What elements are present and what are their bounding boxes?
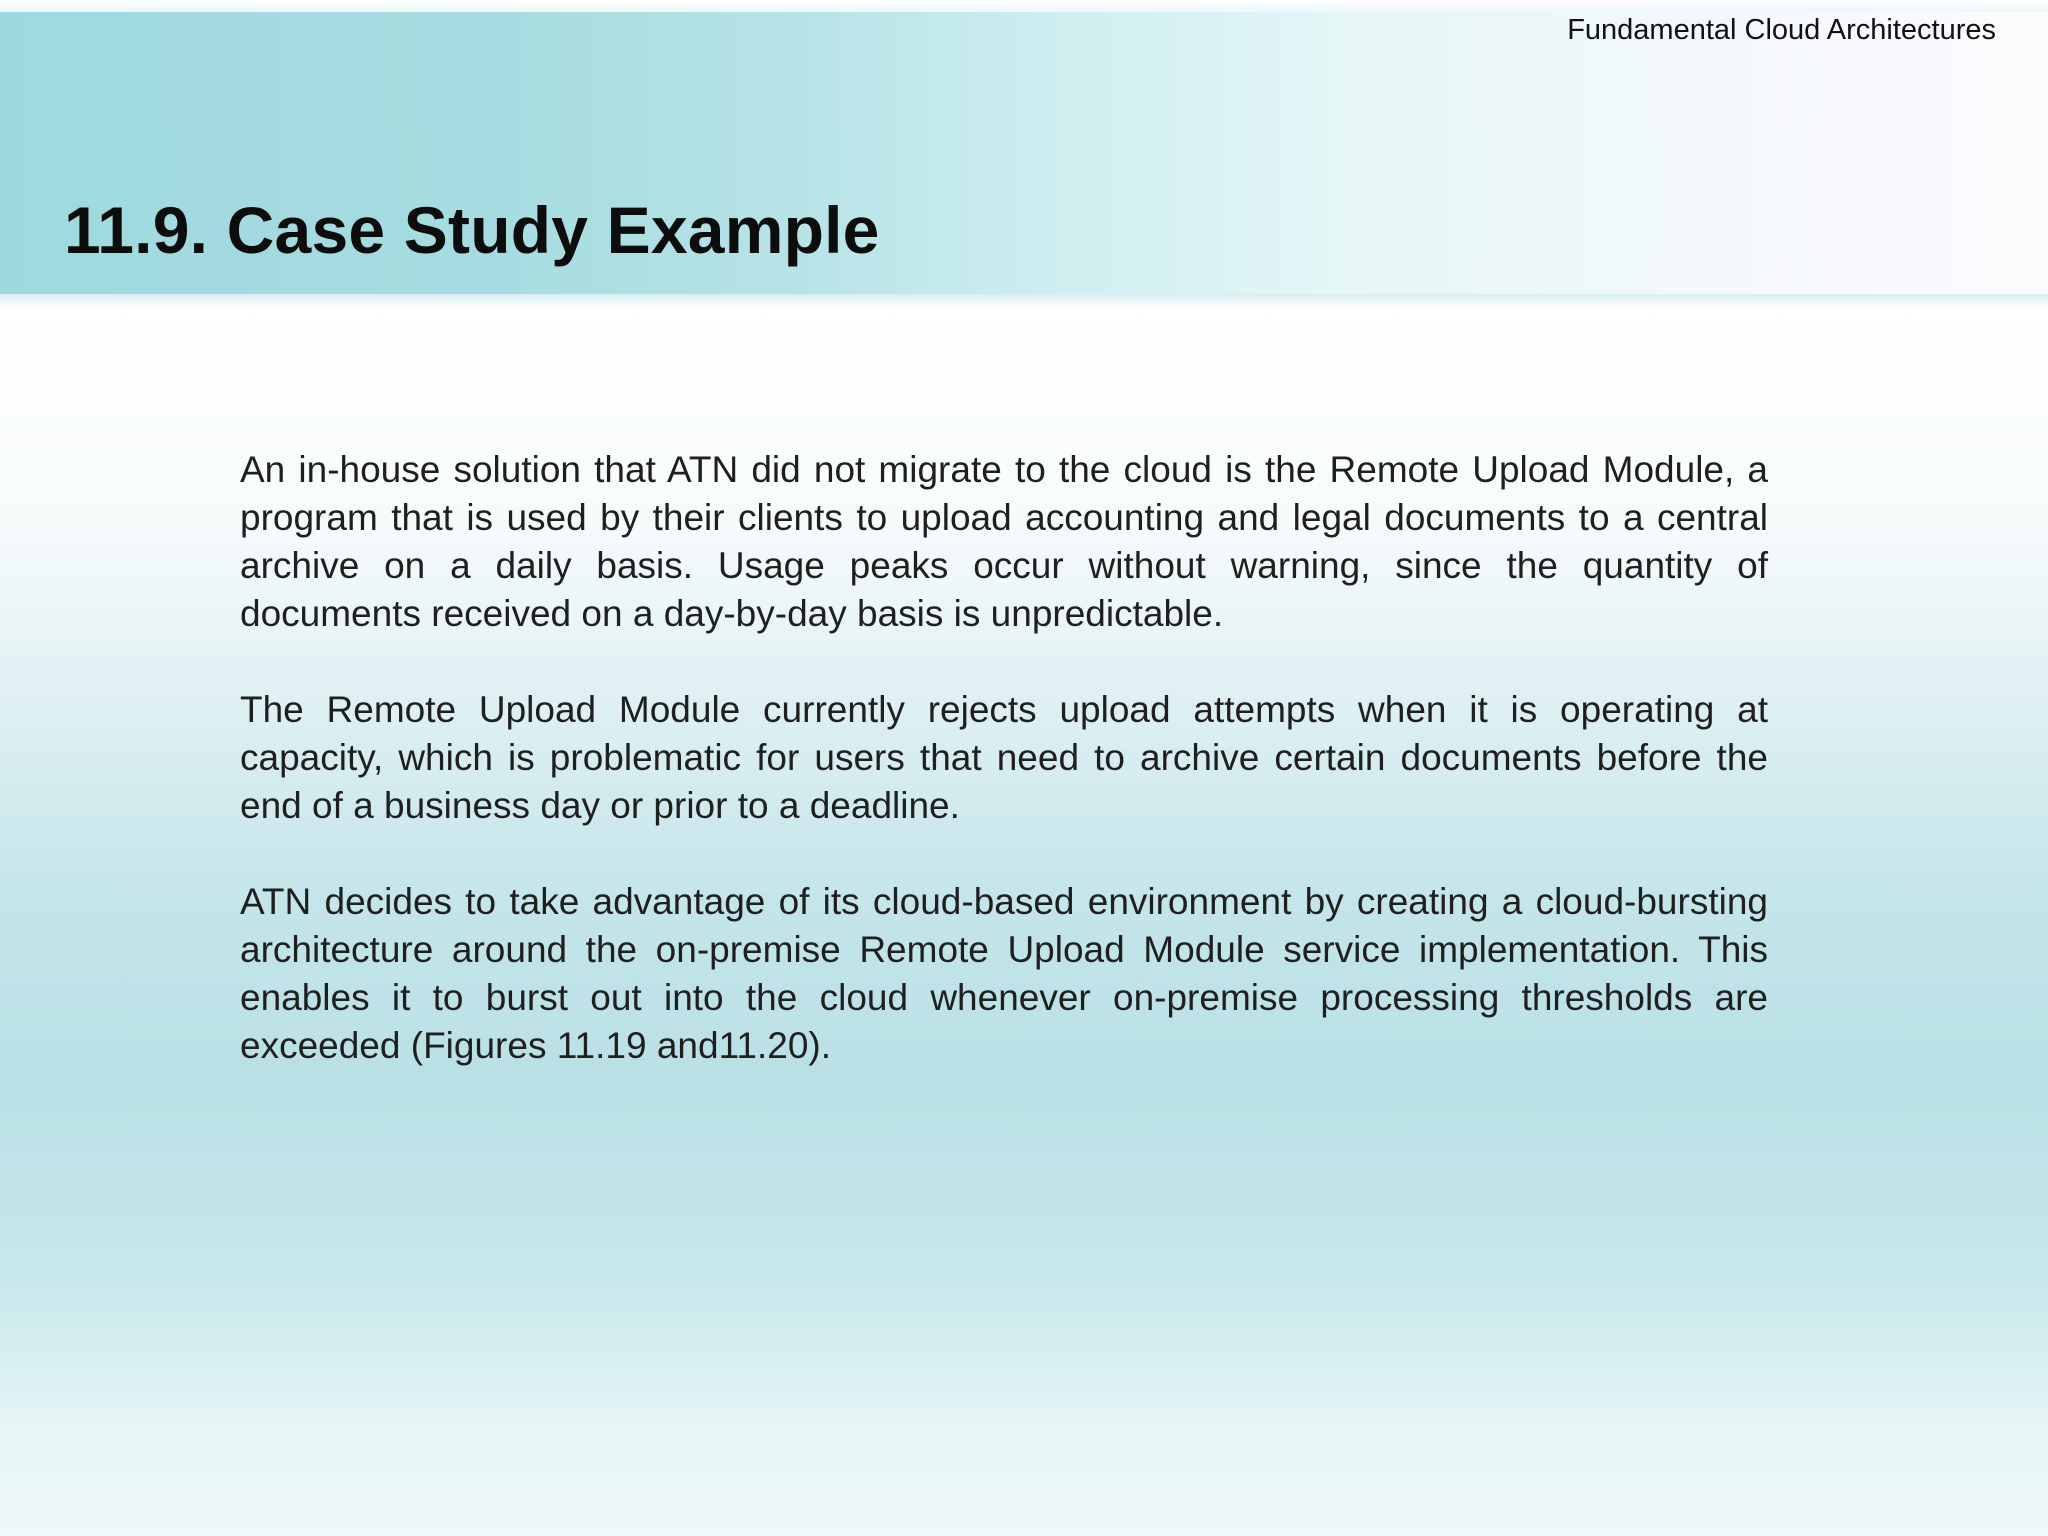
slide-title: 11.9. Case Study Example [64,193,880,267]
header-divider [0,294,2048,308]
course-label: Fundamental Cloud Architectures [1567,14,1996,46]
top-edge [0,0,2048,12]
body-paragraph-2: The Remote Upload Module currently rejects upload attempts when it is operating at capacity, which is problematic for users that need to archive certain documents before the end of a business day or prior to a deadline. [240,689,1768,826]
body-paragraph-1: An in-house solution that ATN did not migrate to the cloud is the Remote Upload Module, a program that is used by their clients to upload accounting and legal documents to a central archive on a daily basis. Usage peaks occur without warning, since the quantity of documents received on a day-by-day basis is unpredictable. [240,449,1768,634]
body-paragraph-3: ATN decides to take advantage of its cloud-based environment by creating a cloud-bursting architecture around the on-premise Remote Upload Module service implementation. This enables it to burst out into the cloud whenever on-premise processing thresholds are exceeded (Figures 11.19 and11.20). [240,881,1768,1066]
slide-body [240,446,1768,1118]
